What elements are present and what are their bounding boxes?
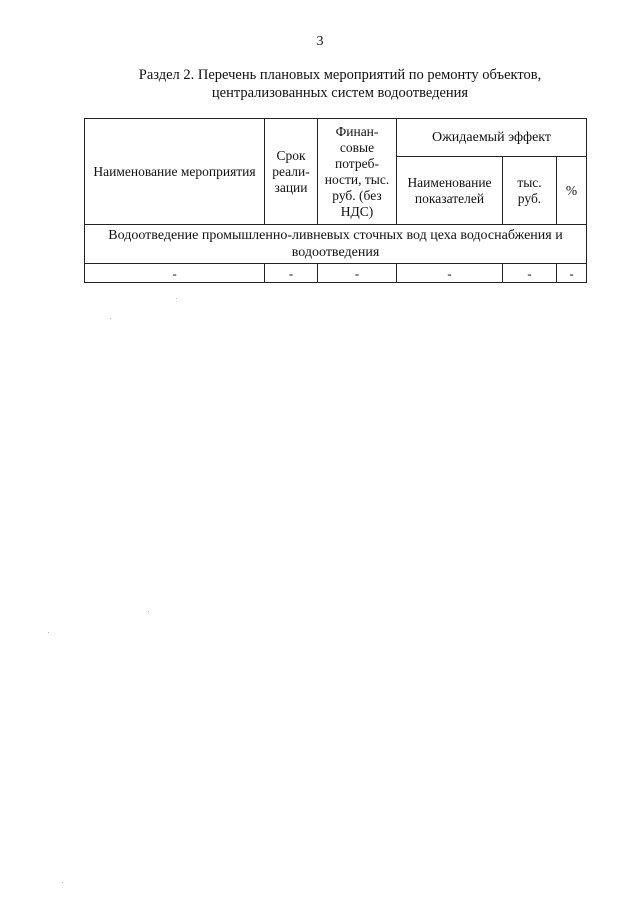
section-title [60, 66, 620, 102]
header-financial-needs: Финан-совые потреб-ности, тыс. руб. (без НДС) [318, 119, 397, 225]
header-percent: % [557, 157, 587, 225]
table-cell: - [557, 264, 587, 283]
table-cell: - [503, 264, 557, 283]
table-cell: - [85, 264, 265, 283]
table-row [85, 264, 587, 283]
header-term: Срок реали-зации [265, 119, 318, 225]
scan-speck [176, 298, 177, 299]
scan-speck [48, 632, 49, 633]
scan-speck [110, 318, 111, 319]
group-title-row: Водоотведение промышленно-ливневых сточных вод цеха водоснабжения и водоотведения [85, 225, 587, 264]
scan-speck [148, 611, 149, 612]
scan-speck [62, 882, 63, 883]
header-expected-effect: Ожидаемый эффект [397, 119, 587, 157]
section-title-line-2: централизованных систем водоотведения [211, 85, 469, 101]
table-cell: - [318, 264, 397, 283]
header-thousand-rub: тыс. руб. [503, 157, 557, 225]
table-cell: - [397, 264, 503, 283]
plan-table [84, 118, 587, 283]
section-title-line-1: Раздел 2. Перечень плановых мероприятий по ремонту объектов, [138, 67, 542, 83]
header-event-name: Наименование мероприятия [85, 119, 265, 225]
header-indicator-name: Наименование показателей [397, 157, 503, 225]
page-number: 3 [316, 34, 324, 49]
table-cell: - [265, 264, 318, 283]
